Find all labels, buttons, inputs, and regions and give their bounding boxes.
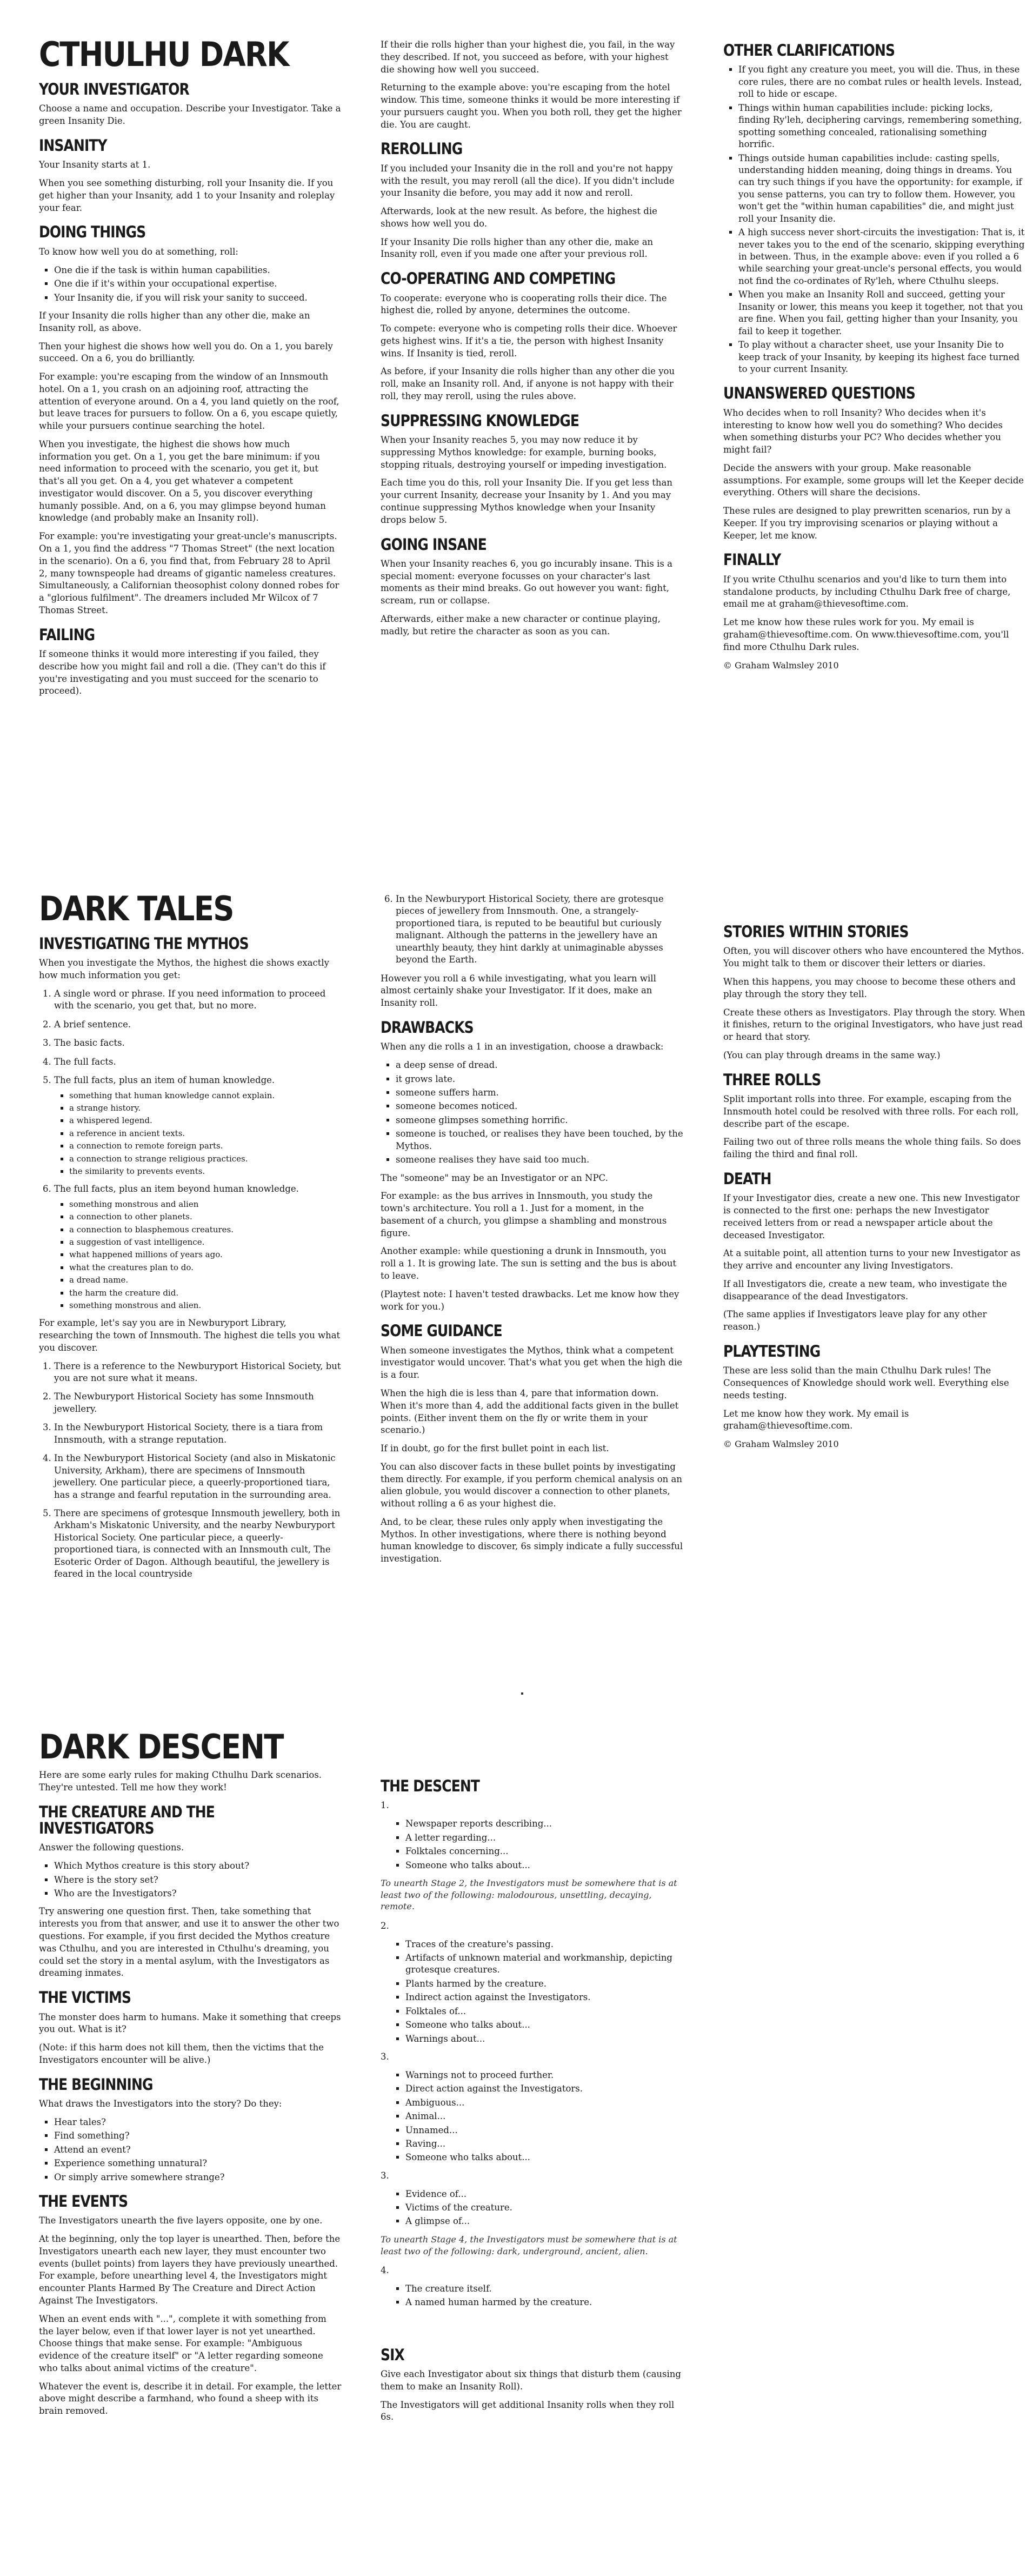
- paragraph: These rules are designed to play prewritten scenarios, run by a Keeper. If you try improvising scenarios or playing without a Keeper, let me know.: [723, 506, 1011, 541]
- list-item: 5. There are specimens of grotesque Innsmouth jewellery, both in Arkham's Miskatonic University, and the nearby Newburyport Historical Society. One particular piece, a queerly-proportioned tiara, is connected with an Innsmouth cult, The Esoteric Order of Dagon. Although beautiful, the jewellery is feared in the local countryside: [54, 1508, 342, 1581]
- paragraph: To cooperate: everyone who is cooperating rolls their dice. The highest die, rolled by anyone, determines the outcome.: [381, 293, 667, 316]
- section-heading: DEATH: [723, 1169, 771, 1188]
- paragraph: When an event ends with "...", complete it with something from the layer below, even if that lower layer is not yet unearthed. Choose things that make sense. For example: "Ambiguous evidence of the creature itself" or "A letter regarding someone who talks about animal victims of the creature".: [39, 2313, 326, 2373]
- list-item: ▪ One die if it's within your occupational expertise.: [54, 278, 342, 290]
- paragraph: The "someone" may be an Investigator or an NPC.: [381, 1172, 608, 1183]
- list-item: ▪ Your Insanity die, if you will risk your sanity to succeed.: [54, 292, 342, 304]
- page-divider-mark: [521, 1692, 523, 1695]
- section-heading: FINALLY: [723, 550, 781, 569]
- clarifications-list: [723, 64, 1026, 375]
- paragraph: When your Insanity reaches 5, you may now reduce it by suppressing Mythos knowledge: for example, burning books, stopping rituals, destroying yourself or impeding investigation.: [381, 435, 667, 470]
- list-item: ▪ Things outside human capabilities include: casting spells, understanding hidden meaning, doing things in dreams. You can try such things if you have the opportunity: for example, if you sense patterns, you can try to follow them. However, you won't get the "within human capabilities" die, and might just roll your Insanity die.: [738, 152, 1026, 225]
- list-item: ▪ Which Mythos creature is this story about?: [54, 1860, 342, 1872]
- cthulhu-dark-col3: [723, 39, 1026, 678]
- list-item: ▪ the similarity to prevents events.: [69, 1166, 342, 1177]
- paragraph: Often, you will discover others who have encountered the Mythos. You might talk to them or discover their letters or diaries.: [723, 946, 1024, 969]
- page-title: CTHULHU DARK: [39, 35, 289, 74]
- level-text: The full facts, plus an item beyond human knowledge.: [54, 1184, 299, 1194]
- paragraph: Let me know how these rules work for you. My email is graham@thievesoftime.com. On www.thievesoftime.com, you'll find more Cthulhu Dark rules.: [723, 617, 1009, 652]
- list-item: ▪ someone becomes noticed.: [396, 1100, 683, 1112]
- paragraph: Let me know how they work. My email is graham@thievesoftime.com.: [723, 1408, 909, 1431]
- list-item: ▪ One die if the task is within human capabilities.: [54, 264, 342, 276]
- list-item: ▪ Warnings not to proceed further.: [405, 2069, 683, 2081]
- layer-number: 2.: [381, 1920, 389, 1931]
- copyright: © Graham Walmsley 2010: [723, 1439, 839, 1450]
- paragraph: Your Insanity starts at 1.: [39, 160, 151, 170]
- paragraph: The Investigators will get additional Insanity rolls when they roll 6s.: [381, 2399, 675, 2422]
- paragraph: When you see something disturbing, roll your Insanity die. If you get higher than your Insanity, add 1 to your Insanity and roleplay your fear.: [39, 178, 335, 213]
- list-item: ▪ Unnamed...: [405, 2124, 683, 2136]
- paragraph: Then your highest die shows how well you do. On a 1, you barely succeed. On a 6, you do brilliantly.: [39, 341, 333, 364]
- list-item: ▪ The creature itself.: [405, 2283, 683, 2295]
- cthulhu-dark-col1: [39, 35, 342, 703]
- list-item: ▪ Evidence of...: [405, 2188, 683, 2200]
- list-item: ▪ a suggestion of vast intelligence.: [69, 1237, 342, 1247]
- list-item: ▪ a reference in ancient texts.: [69, 1128, 342, 1139]
- paragraph: (The same applies if Investigators leave play for any other reason.): [723, 1309, 987, 1332]
- stage-note: To unearth Stage 2, the Investigators must be somewhere that is at least two of the following: malodourous, unsettling, decaying, remote.: [381, 1877, 677, 1912]
- section-heading: STORIES WITHIN STORIES: [723, 922, 909, 941]
- paragraph: When any die rolls a 1 in an investigation, choose a drawback:: [381, 1041, 664, 1052]
- paragraph: If your Investigator dies, create a new one. This new Investigator is connected to the first one: perhaps the new Investigator received letters from or read a newspaper article about the deceased Investigator.: [723, 1193, 1020, 1240]
- layer-1-list: [381, 1818, 683, 1871]
- paragraph: If in doubt, go for the first bullet point in each list.: [381, 1443, 609, 1454]
- list-item: ▪ a connection to blasphemous creatures.: [69, 1224, 342, 1235]
- layer-number: 1.: [381, 1800, 389, 1811]
- paragraph: Here are some early rules for making Cthulhu Dark scenarios. They're untested. Tell me how they work!: [39, 1770, 322, 1792]
- beginning-list: [39, 2116, 342, 2183]
- section-heading: DOING THINGS: [39, 223, 146, 242]
- paragraph: You can also discover facts in these bullet points by investigating them directly. For example, if you perform chemical analysis on an alien globule, you would discover a connection to other planets, without rolling a 6 as your highest die.: [381, 1461, 683, 1509]
- layer-2-list: [381, 1938, 683, 2046]
- paragraph: At a suitable point, all attention turns to your new Investigator as they arrive and encounter any living Investigators.: [723, 1248, 1021, 1271]
- list-item: ▪ Folktales of...: [405, 2006, 683, 2017]
- cthulhu-dark-col2: [381, 39, 683, 644]
- list-item: ▪ something monstrous and alien.: [69, 1300, 342, 1311]
- section-heading: PLAYTESTING: [723, 1342, 821, 1360]
- list-item: ▪ Traces of the creature's passing.: [405, 1938, 683, 1950]
- layer-4-list: [381, 2283, 683, 2309]
- list-item: ▪ A named human harmed by the creature.: [405, 2296, 683, 2308]
- section-heading: THREE ROLLS: [723, 1070, 821, 1089]
- list-item: ▪ a connection to other planets.: [69, 1211, 342, 1222]
- list-item: 3. The basic facts.: [54, 1037, 342, 1049]
- paragraph: (Playtest note: I haven't tested drawbacks. Let me know how they work for you.): [381, 1289, 679, 1312]
- paragraph: However you roll a 6 while investigating, what you learn will almost certainly shake your Investigator. If it does, make an Insanity roll.: [381, 973, 656, 1008]
- dark-tales-page: [0, 881, 1033, 1655]
- paragraph: (Note: if this harm does not kill them, then the victims that the Investigators encounter will be alive.): [39, 2042, 324, 2065]
- paragraph: Whatever the event is, describe it in detail. For example, the letter above might describe a farmhand, who found a sheep with its brain removed.: [39, 2381, 342, 2416]
- list-item: ▪ Who are the Investigators?: [54, 1888, 342, 1900]
- list-item: ▪ Plants harmed by the creature.: [405, 1978, 683, 1990]
- section-heading: REROLLING: [381, 140, 463, 158]
- list-item: ▪ Someone who talks about...: [405, 1860, 683, 1871]
- paragraph: For example, let's say you are in Newburyport Library, researching the town of Innsmouth. The highest die tells you what you discover.: [39, 1318, 341, 1353]
- stage-note: To unearth Stage 4, the Investigators must be somewhere that is at least two of the following: dark, underground, ancient, alien.: [381, 2234, 677, 2256]
- section-heading: SIX: [381, 2345, 404, 2364]
- list-item: ▪ someone glimpses something horrific.: [396, 1114, 683, 1126]
- page-title: DARK TALES: [39, 889, 234, 928]
- list-item: ▪ a strange history.: [69, 1103, 342, 1113]
- dark-tales-col2: [381, 893, 683, 1571]
- paragraph: What draws the Investigators into the story? Do they:: [39, 2099, 282, 2109]
- paragraph: Failing two out of three rolls means the whole thing fails. So does failing the third and final roll.: [723, 1137, 1021, 1160]
- list-item: ▪ what happened millions of years ago.: [69, 1249, 342, 1260]
- section-heading: SUPPRESSING KNOWLEDGE: [381, 411, 579, 430]
- dark-descent-col1: [39, 1727, 342, 2424]
- list-item: ▪ Experience something unnatural?: [54, 2157, 342, 2169]
- list-item: ▪ Someone who talks about...: [405, 2152, 683, 2163]
- list-item: ▪ Ambiguous...: [405, 2097, 683, 2109]
- paragraph: At the beginning, only the top layer is unearthed. Then, before the Investigators unearth each new layer, they must encounter two events (bullet points) from layers they have previously unearthed. For example, before unearthing level 4, the Investigators might encounter Plants Harmed By The Creature and Direct Action Against The Investigators.: [39, 2234, 341, 2306]
- list-item: ▪ the harm the creature did.: [69, 1287, 342, 1298]
- dark-tales-col1: [39, 889, 342, 1587]
- paragraph: Who decides when to roll Insanity? Who decides when it's interesting to know how well you do something? Who decides when something disturbs your PC? Who decides whether you might fail?: [723, 407, 1003, 455]
- paragraph: If your Insanity Die rolls higher than any other die, make an Insanity roll, even if you made one after your previous roll.: [381, 236, 654, 260]
- paragraph: Answer the following questions.: [39, 1842, 184, 1853]
- list-item: ▪ A letter regarding...: [405, 1832, 683, 1844]
- section-heading: INVESTIGATING THE MYTHOS: [39, 934, 249, 953]
- paragraph: For example: you're investigating your great-uncle's manuscripts. On a 1, you find the address "7 Thomas Street" (the next location in the scenario). On a 6, you find that, from February 28 to April 2, many townspeople had dreams of gigantic nameless creatures. Simultaneously, a Californian theosophist colony donned robes for a "glorious fulfilment". The dreamers included Mr Wilcox of 7 Thomas Street.: [39, 531, 339, 615]
- list-item: ▪ When you make an Insanity Roll and succeed, getting your Insanity or lower, this means you keep it together, not that you are fine. When you fail, getting higher than your Insanity, you fail to keep it together.: [738, 289, 1026, 337]
- layer-3b-list: [381, 2188, 683, 2228]
- list-item: ▪ a connection to strange religious practices.: [69, 1153, 342, 1164]
- paragraph: These are less solid than the main Cthulhu Dark rules! The Consequences of Knowledge should work well. Everything else needs testing.: [723, 1365, 1009, 1400]
- paragraph: Split important rolls into three. For example, escaping from the Innsmouth hotel could be resolved with three rolls. For each roll, describe part of the escape.: [723, 1094, 1019, 1129]
- list-item: ▪ Someone who talks about...: [405, 2019, 683, 2031]
- list-item: ▪ If you fight any creature you meet, you will die. Thus, in these core rules, there are no combat rules or health levels. Instead, roll to hide or escape.: [738, 64, 1026, 100]
- list-item: [54, 1183, 342, 1311]
- list-item: ▪ someone suffers harm.: [396, 1087, 683, 1099]
- section-heading: THE VICTIMS: [39, 1988, 131, 2007]
- section-heading: THE DESCENT: [381, 1777, 480, 1795]
- list-item: ▪ Attend an event?: [54, 2144, 342, 2156]
- paragraph: Returning to the example above: you're escaping from the hotel window. This time, someone thinks it would be more interesting if your pursuers caught you. When you both roll, they get the higher die. You are caught.: [381, 82, 682, 130]
- list-item: ▪ it grows late.: [396, 1073, 683, 1085]
- list-item: ▪ Raving...: [405, 2138, 683, 2150]
- paragraph: When someone investigates the Mythos, think what a competent investigator would uncover. That's what you get when the high die is a four.: [381, 1345, 683, 1380]
- dark-descent-col2: [381, 1768, 683, 2429]
- list-item: ▪ a connection to remote foreign parts.: [69, 1140, 342, 1151]
- list-item: 3. In the Newburyport Historical Society, there is a tiara from Innsmouth, with a strange reputation.: [54, 1422, 342, 1446]
- paragraph: Give each Investigator about six things that disturb them (causing them to make an Insanity Roll).: [381, 2369, 681, 2392]
- copyright: © Graham Walmsley 2010: [723, 660, 839, 670]
- paragraph: As before, if your Insanity die rolls higher than any other die you roll, make an Insanity roll. And, if anyone is not happy with their roll, they may reroll, using the rules above.: [381, 366, 675, 401]
- list-item: ▪ Hear tales?: [54, 2116, 342, 2128]
- section-heading: GOING INSANE: [381, 535, 486, 554]
- list-item: 6. In the Newburyport Historical Society, there are grotesque pieces of jewellery from Innsmouth. One, a strangely-proportioned tiara, is reputed to be beautiful but curiously malignant. Although the patterns in the jewellery have an unearthly beauty, they hint darkly at unimaginable abysses beyond the Earth.: [396, 893, 683, 966]
- example-list-continued: [381, 893, 683, 966]
- section-heading: CO-OPERATING AND COMPETING: [381, 269, 616, 288]
- list-item: ▪ Find something?: [54, 2130, 342, 2142]
- section-heading: UNANSWERED QUESTIONS: [723, 384, 916, 403]
- dark-tales-col3: [723, 920, 1026, 1456]
- page-title: DARK DESCENT: [39, 1727, 283, 1767]
- human-knowledge-list: [54, 1090, 342, 1177]
- layer-number: 3.: [381, 2170, 389, 2181]
- dark-descent-page: [0, 1727, 1033, 2574]
- list-item: ▪ Things within human capabilities include: picking locks, finding Ry'leh, deciphering carvings, remembering something, spotting something concealed, rationalising something horrific.: [738, 102, 1026, 151]
- list-item: ▪ A high success never short-circuits the investigation: That is, it never takes you to the end of the scenario, skipping everything in between. Thus, in the example above: even if you rolled a 6 while searching your great-uncle's personal effects, you would not find the co-ordinates of Ry'leh, where Cthulhu sleeps.: [738, 227, 1026, 287]
- list-item: 2. The Newburyport Historical Society has some Innsmouth jewellery.: [54, 1391, 342, 1415]
- paragraph: When you investigate the Mythos, the highest die shows exactly how much information you get:: [39, 958, 329, 981]
- section-heading: FAILING: [39, 625, 95, 644]
- list-item: 2. A brief sentence.: [54, 1019, 342, 1031]
- paragraph: If someone thinks it would more interesting if you failed, they describe how you might fail and roll a die. (They can't do this if you're investigating and you must succeed for the scenario to proceed).: [39, 649, 326, 696]
- list-item: ▪ Where is the story set?: [54, 1874, 342, 1886]
- paragraph: When this happens, you may choose to become these others and play through the story they tell.: [723, 976, 1016, 999]
- list-item: ▪ what the creatures plan to do.: [69, 1262, 342, 1273]
- list-item: ▪ Animal...: [405, 2110, 683, 2122]
- paragraph: For example: you're escaping from the window of an Innsmouth hotel. On a 1, you crash on an adjoining roof, attracting the attention of everyone around. On a 4, you land quietly on the roof, but leave traces for pursuers to follow. On a 6, you escape quietly, while your pursuers continue searching the hotel.: [39, 371, 339, 431]
- paragraph: To compete: everyone who is competing rolls their dice. Whoever gets highest wins. If it's a tie, the person with highest Insanity wins. If Insanity is tied, reroll.: [381, 323, 677, 358]
- list-item: ▪ Folktales concerning...: [405, 1845, 683, 1857]
- layer-3-list: [381, 2069, 683, 2164]
- paragraph: Create these others as Investigators. Play through the story. When it finishes, return to the original Investigators, who have just read or heard that story.: [723, 1007, 1025, 1043]
- section-heading: THE CREATURE AND THE INVESTIGATORS: [39, 1802, 215, 1837]
- list-item: ▪ Direct action against the Investigators.: [405, 2083, 683, 2095]
- list-item: ▪ Warnings about...: [405, 2033, 683, 2045]
- level-text: The full facts, plus an item of human knowledge.: [54, 1075, 275, 1086]
- information-levels: [39, 988, 342, 1311]
- creature-questions: [39, 1860, 342, 1900]
- paragraph: Try answering one question first. Then, take something that interests you from that answer, and use it to answer the other two questions. For example, if you first decided the Mythos creature was Cthulhu, and you are interested in Cthulhu's dreaming, you could set the story in a mental asylum, with the Investigators as dreaming inmates.: [39, 1906, 339, 1979]
- list-item: 4. In the Newburyport Historical Society (and also in Miskatonic University, Arkham), there are specimens of Innsmouth jewellery. One particular piece, a queerly-proportioned tiara, has a strange and fearful reputation in the surrounding area.: [54, 1452, 342, 1501]
- list-item: ▪ To play without a character sheet, use your Insanity Die to keep track of your Insanity, by keeping its highest face turned to your current Insanity.: [738, 339, 1026, 375]
- paragraph: Choose a name and occupation. Describe your Investigator. Take a green Insanity Die.: [39, 103, 341, 127]
- paragraph: If all Investigators die, create a new team, who investigate the disappearance of the dead Investigators.: [723, 1278, 1007, 1302]
- list-item: [54, 1074, 342, 1177]
- paragraph: When your Insanity reaches 6, you go incurably insane. This is a special moment: everyone focusses on your character's last moments as their mind breaks. Go out however you want: fight, scream, run or collapse.: [381, 558, 672, 606]
- list-item: ▪ Indirect action against the Investigators.: [405, 1991, 683, 2003]
- section-heading: OTHER CLARIFICATIONS: [723, 41, 895, 59]
- paragraph: Each time you do this, roll your Insanity Die. If you get less than your current Insanity, decrease your Insanity by 1. And you may continue suppressing Mythos knowledge when your Insanity drops below 5.: [381, 477, 673, 525]
- paragraph: If you write Cthulhu scenarios and you'd like to turn them into standalone products, by including Cthulhu Dark free of charge, email me at graham@thievesoftime.com.: [723, 574, 1011, 609]
- dice-list: [39, 264, 342, 304]
- drawbacks-list: [381, 1059, 683, 1166]
- list-item: ▪ A glimpse of...: [405, 2215, 683, 2227]
- paragraph: When the high die is less than 4, pare that information down. When it's more than 4, add the additional facts given in the bullet points. (Either invent them on the fly or write them in your scenario.): [381, 1388, 679, 1436]
- paragraph: If their die rolls higher than your highest die, you fail, in the way they described. If not, you succeed as before, with your highest die showing how well you succeed.: [381, 39, 675, 75]
- list-item: ▪ a whispered legend.: [69, 1115, 342, 1126]
- paragraph: Another example: while questioning a drunk in Innsmouth, you roll a 1. It is growing late. The sun is setting and the bus is about to leave.: [381, 1246, 677, 1281]
- section-heading: SOME GUIDANCE: [381, 1322, 502, 1340]
- list-item: ▪ someone is touched, or realises they have been touched, by the Mythos.: [396, 1128, 683, 1152]
- list-item: ▪ someone realises they have said too much.: [396, 1154, 683, 1166]
- paragraph: (You can play through dreams in the same way.): [723, 1050, 941, 1060]
- list-item: ▪ Newspaper reports describing...: [405, 1818, 683, 1830]
- list-item: ▪ a dread name.: [69, 1274, 342, 1285]
- list-item: 4. The full facts.: [54, 1056, 342, 1068]
- paragraph: The monster does harm to humans. Make it something that creeps you out. What is it?: [39, 2011, 341, 2035]
- list-item: ▪ Victims of the creature.: [405, 2202, 683, 2214]
- paragraph: If you included your Insanity die in the roll and you're not happy with the result, you may reroll (all the dice). If you didn't include your Insanity die before, you may add it now and reroll.: [381, 163, 675, 198]
- section-heading: THE BEGINNING: [39, 2075, 153, 2094]
- layer-number: 4.: [381, 2265, 389, 2276]
- example-list: [39, 1360, 342, 1581]
- list-item: ▪ Or simply arrive somewhere strange?: [54, 2172, 342, 2183]
- list-item: ▪ a deep sense of dread.: [396, 1059, 683, 1071]
- paragraph: And, to be clear, these rules only apply when investigating the Mythos. In other investigations, where there is nothing beyond human knowledge to discover, 6s simply indicate a fully successful investigation.: [381, 1516, 683, 1564]
- paragraph: For example: as the bus arrives in Innsmouth, you study the town's architecture. You roll a 1. Just for a moment, in the basement of a church, you glimpse a shambling and monstrous figure.: [381, 1191, 667, 1238]
- paragraph: Afterwards, either make a new character or continue playing, madly, but retire the character as soon as you can.: [381, 614, 661, 636]
- section-heading: INSANITY: [39, 136, 107, 155]
- cthulhu-dark-page: [0, 0, 1033, 865]
- list-item: 1. A single word or phrase. If you need information to proceed with the scenario, you get that, but no more.: [54, 988, 342, 1012]
- paragraph: Afterwards, look at the new result. As before, the highest die shows how well you do.: [381, 206, 657, 229]
- layer-number: 3.: [381, 2051, 389, 2062]
- paragraph: Decide the answers with your group. Make reasonable assumptions. For example, some groups will let the Keeper decide everything. Others will share the decisions.: [723, 462, 1024, 498]
- list-item: ▪ something that human knowledge cannot explain.: [69, 1090, 342, 1101]
- list-item: 1. There is a reference to the Newburyport Historical Society, but you are not sure what it means.: [54, 1360, 342, 1385]
- section-heading: DRAWBACKS: [381, 1018, 474, 1037]
- paragraph: If your Insanity die rolls higher than any other die, make an Insanity roll, as above.: [39, 310, 310, 333]
- paragraph: To know how well you do at something, roll:: [39, 246, 238, 257]
- list-item: ▪ Artifacts of unknown material and workmanship, depicting grotesque creatures.: [405, 1952, 683, 1976]
- beyond-knowledge-list: [54, 1199, 342, 1311]
- section-heading: YOUR INVESTIGATOR: [39, 80, 189, 98]
- section-heading: THE EVENTS: [39, 2192, 128, 2210]
- paragraph: The Investigators unearth the five layers opposite, one by one.: [39, 2215, 323, 2226]
- list-item: ▪ something monstrous and alien: [69, 1199, 342, 1210]
- paragraph: When you investigate, the highest die shows how much information you get. On a 1, you get the bare minimum: if you need information to proceed with the scenario, you get it, but that's all you get. On a 4, you get whatever a competent investigator would discover. On a 5, you discover everything humanly possible. And, on a 6, you may glimpse beyond human knowledge (and probably make an Insanity roll).: [39, 439, 326, 523]
